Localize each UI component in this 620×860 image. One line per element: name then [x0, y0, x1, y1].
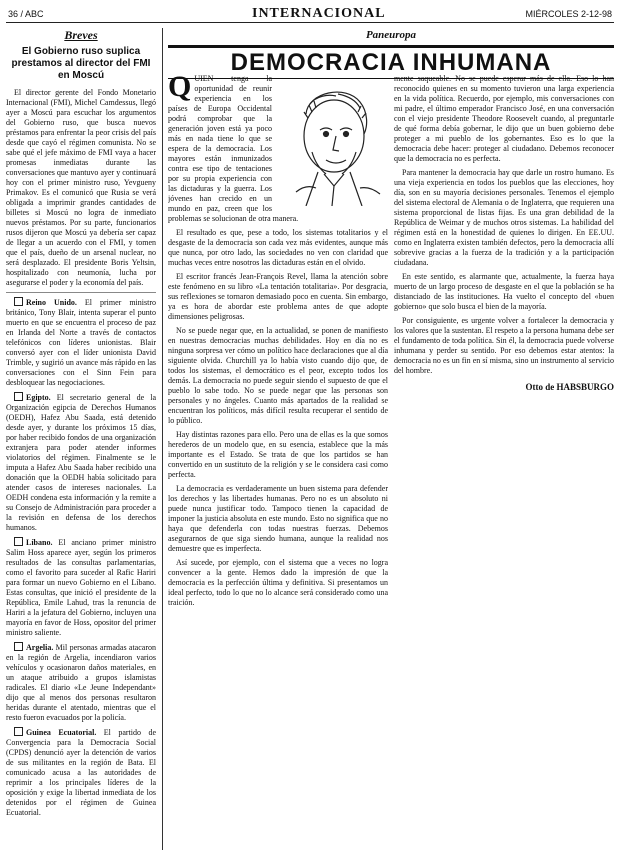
breves-column — [6, 28, 156, 850]
dropcap: Q — [168, 74, 192, 103]
square-bullet-icon — [14, 392, 23, 401]
square-bullet-icon — [14, 642, 23, 651]
lead-text: UIEN tenga la oportunidad de reunir experiencia en los países de Europa Occidental podrá comprobar que la generación joven está ya poco más en nada tiene lo que se espera de la democracia. Los mayores están inmunizados contra ese tipo de tentaciones por su propia experiencia con las dictaduras y la guerra. Los jóvenes han crecido en un mundo en paz, creen que los problemas se solucionan de otra manera. — [168, 74, 299, 223]
article-paragraph: En este sentido, es alarmante que, actualmente, la fuerza haya muerto de un largo proceso de desgaste en el que la población se ha distanciado de las instituciones. Ha vuelto el concepto del «buen gobierno» que solo busca el bien de la mayoría. — [394, 272, 614, 311]
brief-text: Mil personas armadas atacaron en la región de Argelia, incendiaron varios vehículos y ocasionaron daños materiales, en un ataque atribuido a grupos islamistas radicales. El diario «Le Jeune Independant» dijo que al menos dos personas resultaron heridas durante el atentado, mientras que el resto fueron evacuados por la policía. — [6, 643, 156, 722]
article-paragraph: La democracia es verdaderamente un buen sistema para defender los derechos y las libertades humanas. Pero no es un absoluto ni puede nunca justificar todo. Tampoco tienen la capacidad de imponer la justicia absoluta en este mundo. Esto no significa que no haya que defenderla con todas nuestras fuerzas. Debemos asegurarnos de que siga siendo humana, aunque la realidad nos demuestre que es imperfecta. — [168, 484, 388, 553]
brief-text: El secretario general de la Organización egipcia de Derechos Humanos (OEDH), Hafez Abu Saada, está detenido desde ayer, y durante los próximos 15 días, por haber recibido fondos de una organización extranjera para poder atender informes violatorios del régimen. Finalmente se le imputa a Hafez Abu Saada haber recibido una donación que la OEDH había solicitado para atender casos de intereses nacionales. La OEDH condena esta información y la remite a su Consejo de Administración para proceder a la revisión en defensa de los derechos humanos. — [6, 393, 156, 532]
brief-place: Egipto. — [26, 393, 51, 402]
lead-brief-text: El director gerente del Fondo Monetario Internacional (FMI), Michel Camdessus, llegó ayer a Moscú para escuchar los argumentos del Gobierno ruso, que busca nuevos préstamos para enfrentar la peor crisis del país desde que cayó el régimen comunista. No se sabe qué el jefe máximo de FMI vaya a hacer promesas inmediatas durante las conversaciones que mantuvo ayer y continuará hoy con el primer ministro ruso, Yevgueny Primakov. Es el comunicó que Rusia se verá obligada a imprimir grandes cantidades de billetes si Moscú no logra de inmediato nuevos préstamos. Por su parte, funcionarios rusos dijeron que Moscú ya debería ser capaz de llegar a un acuerdo con el FMI, y tomen que el país, dueño de un arsenal nuclear, no será desplazado. El presidente Boris Yeltsin, hospitalizado con neumonía, lucha por asegurarse el poder y la economía del país. — [6, 88, 156, 287]
square-bullet-icon — [14, 537, 23, 546]
article-column-1 — [168, 74, 388, 850]
divider — [6, 292, 156, 293]
author-portrait-sketch — [276, 74, 388, 206]
square-bullet-icon — [14, 297, 23, 306]
square-bullet-icon — [14, 727, 23, 736]
article-body — [168, 74, 614, 850]
article-paragraph: El resultado es que, pese a todo, los sistemas totalitarios y el desgaste de la democracia son cada vez más evidentes, aunque más que nunca, por otro lado, las sociedades no ven con claridad que muchas veces entre nosotros las dictaduras están en el olvido. — [168, 228, 388, 267]
article-headline: DEMOCRACIA INHUMANA — [230, 49, 552, 76]
brief-item — [6, 727, 156, 818]
article-paragraph: Así sucede, por ejemplo, con el sistema que a veces no logra convencer a la gente. Hemos dado la impresión de que la democracia es la perfección última y definitiva. Si presentamos un ideal perfecto, todo lo que no lo alcance será considerado como una traición. — [168, 558, 388, 607]
article-paragraph: El escritor francés Jean-François Revel, llama la atención sobre este fenómeno en su libro «La tentación totalitaria». Por desgracia, sus reflexiones se tornaron demasiado poco en cuenta. Sin embargo, ya es hora de abordar este problema antes de que adopte dimensiones peligrosas. — [168, 272, 388, 321]
paneuropa-article — [168, 28, 614, 850]
article-paragraph: Por consiguiente, es urgente volver a fortalecer la democracia y los valores que la sustentan. El respeto a la persona humana debe ser el fundamento de toda política. Sin él, la democracia puede volverse inhumana y perder su sentido. Por eso debemos estar atentos: la democracia no es un fin en sí misma, sino un instrumento al servicio del hombre. — [394, 316, 614, 375]
article-paragraph: mente saqueable. No se puede esperar más de ella. Eso lo han reconocido quienes en su momento tuvieron una larga experiencia en la vida política. Recuerdo, por ejemplo, mis conversaciones con mi padre, el último emperador Francisco José, en una conversación con el viejo presidente Theodore Roosevelt cuando, al preguntarle de qué forma debía gobernar, le dijo que un buen gobierno debe proteger a mi pueblo de los gobernantes. Eso es lo que la democracia debe hacer: proteger al ciudadano. Debemos reconocer que la democracia no es perfecta. — [394, 74, 614, 163]
brief-item — [6, 392, 156, 533]
brief-text: El anciano primer ministro Salim Hoss aparece ayer, según los primeros resultados de las consultas parlamentarias, como el favorito para suceder al Rafic Hariri para formar un nuevo Gobierno en el Líbano. Estas consultas, que inició el presidente de la República, Emile Lahud, tras la renuncia de Hariri a la jefatura del Gobierno, incluyen una mayoría en favor de Hoss, opositor del primer ministro saliente. — [6, 538, 156, 637]
brief-place: Reino Unido. — [26, 298, 77, 307]
lead-brief-headline: El Gobierno ruso suplica prestamos al director del FMI en Moscú — [11, 46, 151, 81]
brief-place: Líbano. — [26, 538, 53, 547]
issue-date: MIÉRCOLES 2-12-98 — [525, 9, 612, 19]
column-rule — [162, 28, 163, 850]
article-column-2 — [394, 74, 614, 850]
column-title: Paneuropa — [365, 29, 417, 41]
brief-text: El primer ministro británico, Tony Blair, intenta superar el punto muerto en que se encuentra el proceso de paz en Irlanda del Norte a través de contactos telefónicos con líderes unionistas. Blair conversó ayer con el líder unionista David Trimble, y sugirió un avance más rápido en las conversaciones con el Sinn Fein para desbloquear las negociaciones. — [6, 298, 156, 387]
page-header — [6, 6, 614, 23]
brief-item — [6, 297, 156, 388]
page-number: 36 / ABC — [8, 9, 44, 19]
brief-place: Guinea Ecuatorial. — [26, 728, 97, 737]
article-paragraph: No se puede negar que, en la actualidad, se ponen de manifiesto en nuestras democracias muchas debilidades. Hoy en día no es ninguna sorpresa ver cómo un político hace declaraciones que al día siguiente olvida. Churchill ya lo había visto cuando dijo que, de todos los sistemas, el democrático es el peor, excepto todos los demás. La democracia no puede seguir siendo el supuesto de que el pueblo lo sabe todo. No se puede negar que las personas son personales y no ángeles. Cuanto más apartados de la realidad se encuentran los políticos, más difícil resulta recuperar el sentido de lo público. — [168, 326, 388, 425]
breves-title: Breves — [64, 28, 98, 42]
author-signature: Otto de HABSBURGO — [525, 382, 614, 392]
brief-item — [6, 537, 156, 638]
section-title: INTERNACIONAL — [252, 6, 386, 21]
brief-place: Argelia. — [26, 643, 54, 652]
brief-item — [6, 642, 156, 723]
article-paragraph: Hay distintas razones para ello. Pero una de ellas es la que somos herederos de un modelo que, en su esencia, establece que la más importante es el Estado. Se trata de que los partidos se han convertido en un sustituto de la religión y se le considera casi como perfecta. — [168, 430, 388, 479]
article-paragraph: Para mantener la democracia hay que darle un rostro humano. Es una vieja experiencia en todos los pueblos que las elecciones, hoy día, son en su mayoría decisiones personales. Tenemos el ejemplo del sistema electoral de Alemania o de Inglaterra, que requieren una sistema proporcional de listas fijas. Es una gran debilidad de la República de Weimar y de muchos otros sistemas. La habilidad del régimen está en la honestidad de quienes lo dirigen. En EE.UU. como en Inglaterra existen también defectos, pero la democracia allí sobrevive gracias a la fuerza de la tradición y a la participación ciudadana. — [394, 168, 614, 267]
brief-text: El partido de Convergencia para la Democracia Social (CPDS) denunció ayer la detención de varios de sus militantes en la región de Bata. El comunicado acusa a las autoridades de reprimir a los principales líderes de la oposición y exige la libertad inmediata de los detenidos por el régimen de Guinea Ecuatorial. — [6, 728, 156, 817]
